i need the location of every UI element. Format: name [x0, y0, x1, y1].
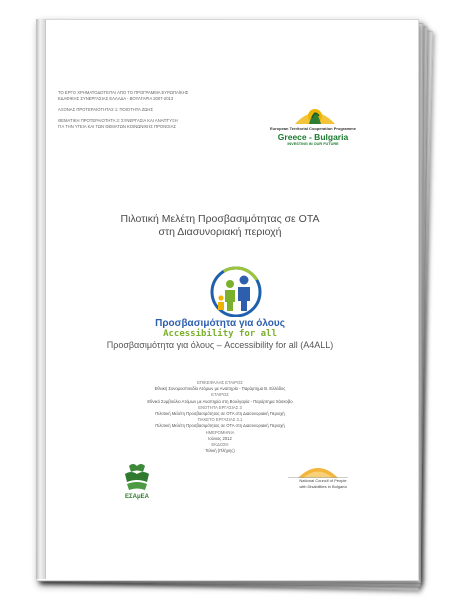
title-line-1: Πιλοτική Μελέτη Προσβασιμότητας σε ΟΤΑ	[120, 213, 320, 225]
etcp-sun-logo-icon	[265, 104, 365, 126]
logo-greek-text: Προσβασιμότητα για όλους	[155, 318, 285, 329]
etcp-programme-name: European Territorial Cooperation Programme	[270, 126, 356, 131]
etcp-programme-block	[258, 126, 368, 146]
project-details	[60, 380, 380, 454]
accessibility-for-all-logo-icon	[208, 265, 264, 317]
version: Τελική (Πλήρης)	[205, 448, 235, 454]
version-label: ΕΚΔΟΣΗ	[211, 442, 229, 448]
esamea-logo-icon	[117, 460, 157, 500]
date: Ιούνιος 2012	[208, 435, 232, 441]
logo-english-text: Accessibility for all	[163, 329, 277, 339]
booklet-binding	[36, 19, 46, 579]
document-title	[50, 213, 390, 239]
thematic-priority-line-1: ΘΕΜΑΤΙΚΗ ΠΡΟΤΕΡΑΙΟΤΗΤΑ 3: ΣΥΝΕΡΓΑΣΙΑ ΚΑΙ ΑΝΑΠΤΥΞΗ	[58, 118, 178, 123]
deliverable-label: ΠΑΚΕΤΟ ΕΡΓΑΣΙΑΣ 3.1	[197, 417, 243, 423]
funding-statement	[58, 90, 218, 130]
ncp-line-1: National Council of People	[299, 478, 347, 483]
funding-line-1: ΤΟ ΕΡΓΟ ΧΡΗΜΑΤΟΔΟΤΕΙΤΑΙ ΑΠΟ ΤΟ ΠΡΟΓΡΑΜΜΑ ΕΥΡΩΠΑΪΚΗΣ	[58, 90, 189, 95]
partner: Εθνικό Συμβούλιο Ατόμων με Αναπηρία στη Βουλγαρία - Παράρτημα Χάσκοβο	[147, 398, 293, 404]
priority-axis: ΑΞΟΝΑΣ ΠΡΟΤΕΡΑΙΟΤΗΤΑΣ 1: ΠΟΙΟΤΗΤΑ ΖΩΗΣ	[58, 107, 154, 112]
lead-partner: Εθνική Συνομοσπονδία Ατόμων με Αναπηρία - Παράρτημα Β. Ελλάδος	[154, 386, 286, 392]
lead-partner-label: ΕΠΙΚΕΦΑΛΗΣ ΕΤΑΙΡΟΣ	[197, 380, 243, 385]
thematic-priority-line-2: ΓΙΑ ΤΗΝ ΥΓΕΙΑ ΚΑΙ ΤΩΝ ΘΕΜΑΤΩΝ ΚΟΙΝΩΝΙΚΗΣ ΠΡΟΝΟΙΑΣ	[58, 124, 176, 129]
national-council-sun-logo-icon	[283, 462, 353, 478]
etcp-countries: Greece - Bulgaria	[277, 132, 349, 142]
work-package-label: ΕΝΟΤΗΤΑ ΕΡΓΑΣΙΑΣ 3	[198, 404, 242, 410]
national-council-name	[278, 478, 368, 489]
date-label: ΗΜΕΡΟΜΗΝΙΑ	[205, 429, 235, 435]
etcp-tagline: INVESTING IN OUR FUTURE	[287, 142, 339, 146]
work-package: Πιλοτική Μελέτη Προσβασιμότητας σε ΟΤΑ στη Διασυνοριακή Περιοχή	[155, 411, 285, 417]
ncp-line-2: with Disabilities in Bulgaria	[299, 483, 347, 489]
svg-text:ΕΣΑμΕΑ: ΕΣΑμΕΑ	[125, 494, 149, 500]
partner-label: ΕΤΑΙΡΟΣ	[211, 392, 229, 398]
funding-line-2: ΕΔΑΦΙΚΗΣ ΣΥΝΕΡΓΑΣΙΑΣ ΕΛΛΑΔΑ - ΒΟΥΛΓΑΡΙΑ 2007-2013	[58, 96, 174, 101]
deliverable: Πιλοτική Μελέτη Προσβασιμότητας σε ΟΤΑ στη Διασυνοριακή Περιοχή	[155, 423, 285, 429]
title-line-2: στη Διασυνοριακή περιοχή	[158, 226, 282, 238]
project-subtitle: Προσβασιμότητα για όλους – Accessibility for all (A4ALL)	[106, 340, 334, 350]
